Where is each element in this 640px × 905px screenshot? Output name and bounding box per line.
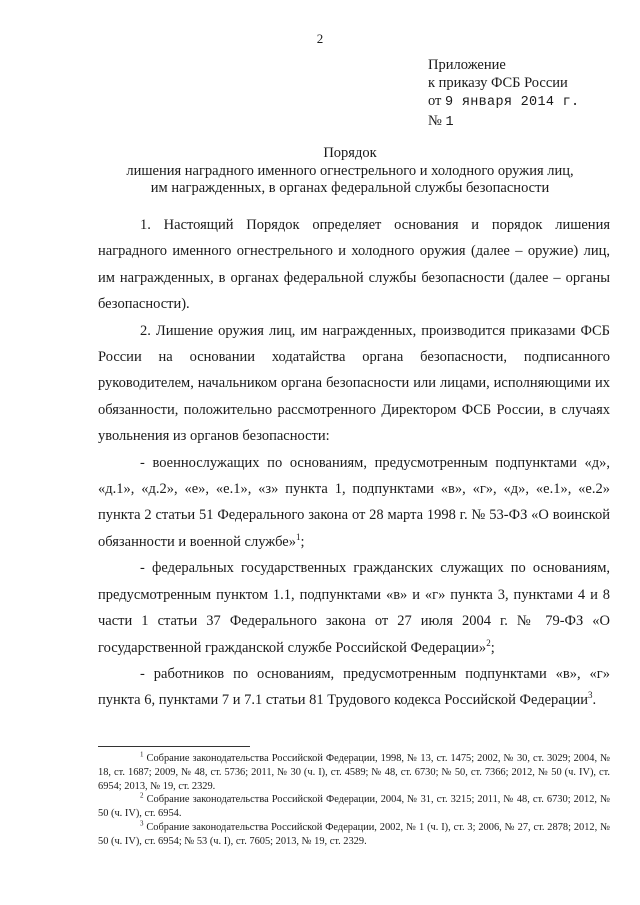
paragraph-workers-tail: . [592,692,597,709]
document-body [98,212,610,714]
footnote-2-number: 2 [140,791,144,800]
number-prefix: № [428,113,442,129]
paragraph-military-text: - военнослужащих по основаниям, предусмотренным подпунктами «д», «д.1», «д.2», «е», «е.1», «з» пункта 1, подпунктами «в», «г», «д», «е.1», «е.2» пункта 2 статьи 51 Федерального закона от 28 марта 1998 г. № 53-ФЗ «О воинской обязанности и военной службе» [98,454,610,550]
paragraph-civil-servants-tail: ; [490,639,495,656]
footnote-1-number: 1 [140,750,144,759]
title-line1: Порядок [323,145,377,161]
footnote-3-number: 3 [140,819,144,828]
title-line2: лишения наградного именного огнестрельного и холодного оружия лиц, [126,162,574,179]
appendix-block [428,56,579,132]
paragraph-civil-servants [98,555,610,661]
footnote-ref-2: 2 [486,637,491,648]
page-number: 2 [316,31,324,46]
paragraph-military-tail: ; [300,533,305,550]
order-date: 9 января 2014 г. [445,95,580,110]
date-prefix: от [428,93,442,109]
footnote-1-text: Собрание законодательства Российской Федерации, 1998, № 13, ст. 1475; 2002, № 30, ст. 3029; 2004, № 18, ст. 1687; 2009, № 48, ст. 5736; 2011, № 30 (ч. I), ст. 4589; № 48, ст. 6730; № 50, ст. 7366; 2012, № 50 (ч. IV), ст. 6954; 2013, № 19, ст. 2329. [98,753,610,792]
document-title [60,145,640,198]
footnote-ref-3: 3 [587,690,593,701]
paragraph-workers-text: - работников по основаниям, предусмотренным подпунктами «в», «г» пункта 6, пунктами 7 и 7.1 статьи 81 Трудового кодекса Российской Федерации [98,665,610,709]
paragraph-workers [98,661,610,714]
order-number: 1 [445,115,454,130]
appendix-line2: к приказу ФСБ России [428,75,568,91]
footnote-ref-1: 1 [295,532,301,543]
footnote-3 [98,821,610,849]
title-line3: им награжденных, в органах федеральной службы безопасности [150,180,550,196]
appendix-line1: Приложение [428,57,506,73]
paragraph-military [98,450,610,556]
appendix-number-line [428,112,579,132]
footnotes [98,752,610,849]
footnote-2 [98,793,610,821]
paragraph-civil-servants-text: - федеральных государственных гражданских служащих по основаниям, предусмотренным пунктом 1.1, подпунктами «в» и «г» пункта 3, пунктами 4 и 8 части 1 статьи 37 Федерального закона от 27 июля 2004 г. № 79-ФЗ «О государственной гражданской службе Российской Федерации» [98,560,610,656]
footnote-2-text: Собрание законодательства Российской Федерации, 2004, № 31, ст. 3215; 2011, № 48, ст. 6730; 2012, № 50 (ч. IV), ст. 6954. [98,794,610,820]
appendix-date-line [428,92,579,112]
footnote-1 [98,752,610,793]
paragraph-1: 1. Настоящий Порядок определяет основания и порядок лишения наградного именного огнестрельного и холодного оружия (далее – оружие) лиц, им награжденных, в органах федеральной службы безопасности (далее – органы безопасности). [98,217,610,313]
footnote-3-text: Собрание законодательства Российской Федерации, 2002, № 1 (ч. I), ст. 3; 2006, № 27, ст. 2878; 2012, № 50 (ч. IV), ст. 6954; № 53 (ч. I), ст. 7605; 2013, № 19, ст. 2329. [98,821,610,847]
footnote-divider [98,746,250,747]
paragraph-2: 2. Лишение оружия лиц, им награжденных, производится приказами ФСБ России на основании ходатайства органа безопасности, подписанного руководителем, начальником органа безопасности или лицами, исполняющими их обязанности, положительно рассмотренного Директором ФСБ России, в случаях увольнения из органов безопасности: [98,322,610,445]
